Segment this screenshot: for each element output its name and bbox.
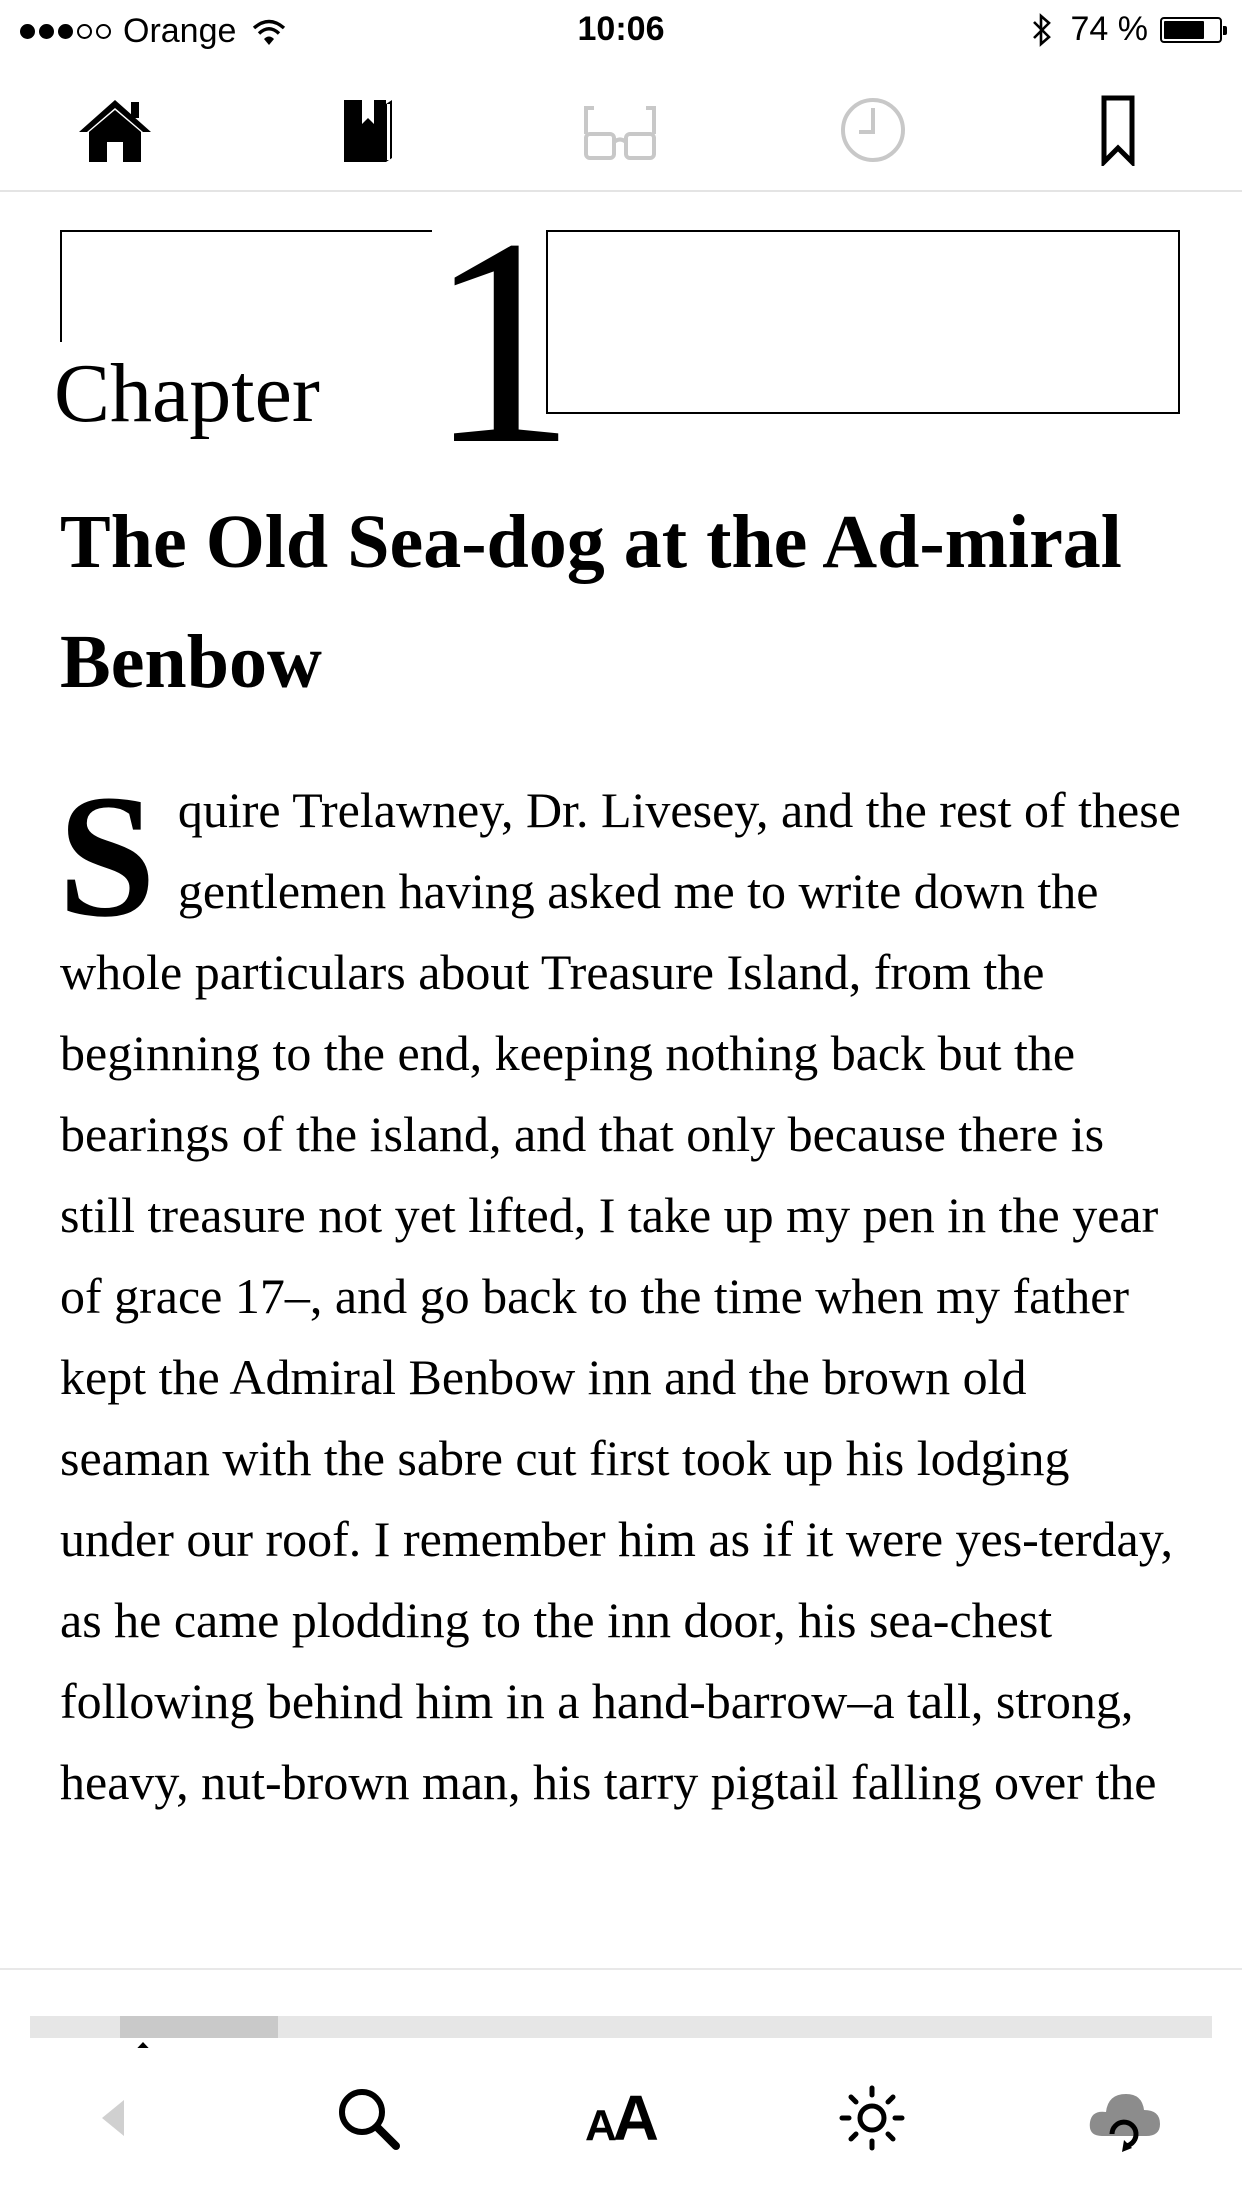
font-size-icon — [585, 2081, 655, 2155]
status-time: 10:06 — [577, 10, 665, 48]
status-bar — [0, 0, 1242, 62]
brightness-button[interactable] — [822, 2068, 922, 2168]
bookmark-icon — [1078, 94, 1158, 166]
history-button[interactable] — [828, 90, 918, 170]
progress-track[interactable] — [30, 2016, 1212, 2038]
body-paragraph: quire Trelawney, Dr. Livesey, and the rest of these gentlemen having asked me to write down the whole particulars about Treasure Island, from the beginning to the end, keeping nothing back but the bearings of the island, and that only because there is still treasure not yet lifted, I take up my pen in the year of grace 17–, and go back to the time when my father kept the Admiral Benbow inn and the brown old seaman with the sabre cut first took up his lodging under our roof. I remember him as if it were yes-terday, as he came plodding to the inn door, his sea-chest following behind him in a hand-barrow–a tall, strong, heavy, nut-brown man, his tarry pigtail falling over the — [60, 782, 1181, 1810]
chapter-title: The Old Sea-dog at the Ad-miral Benbow — [60, 500, 1122, 704]
clock-icon — [833, 94, 913, 166]
bookmark-button[interactable] — [1073, 90, 1163, 170]
chapter-body — [58, 759, 1186, 1823]
battery-tip — [1223, 26, 1227, 35]
brightness-icon — [832, 2078, 912, 2158]
battery-percent: 74 % — [1070, 10, 1148, 48]
top-navigation — [0, 62, 1242, 192]
progress-chapter-segment — [120, 2016, 278, 2038]
search-button[interactable] — [318, 2068, 418, 2168]
home-icon — [75, 94, 155, 166]
book-icon — [328, 94, 408, 166]
battery-icon — [1160, 17, 1222, 43]
drop-cap: S — [58, 759, 156, 954]
back-arrow-icon — [72, 2078, 152, 2158]
font-size-small-a: A — [585, 2101, 613, 2150]
chapter-frame-right — [546, 230, 1180, 414]
battery-fill — [1164, 21, 1204, 39]
glasses-icon — [580, 94, 660, 166]
carrier-name: Orange — [123, 12, 237, 50]
reading-progress — [0, 1968, 1242, 2050]
bluetooth-icon — [1031, 12, 1053, 48]
search-icon — [328, 2078, 408, 2158]
reader-page[interactable] — [0, 192, 1242, 1968]
chapter-number: 1 — [428, 192, 576, 506]
font-size-big-a: A — [612, 2082, 655, 2154]
reading-mode-button[interactable] — [575, 90, 665, 170]
chapter-label: Chapter — [54, 347, 320, 440]
home-button[interactable] — [70, 90, 160, 170]
status-right — [1031, 10, 1223, 49]
cloud-sync-icon — [1084, 2078, 1164, 2158]
back-button[interactable] — [62, 2068, 162, 2168]
chapter-frame-left — [60, 230, 432, 342]
cloud-sync-button[interactable] — [1074, 2068, 1174, 2168]
bottom-toolbar — [0, 2048, 1242, 2208]
library-button[interactable] — [323, 90, 413, 170]
font-size-button[interactable] — [570, 2068, 670, 2168]
